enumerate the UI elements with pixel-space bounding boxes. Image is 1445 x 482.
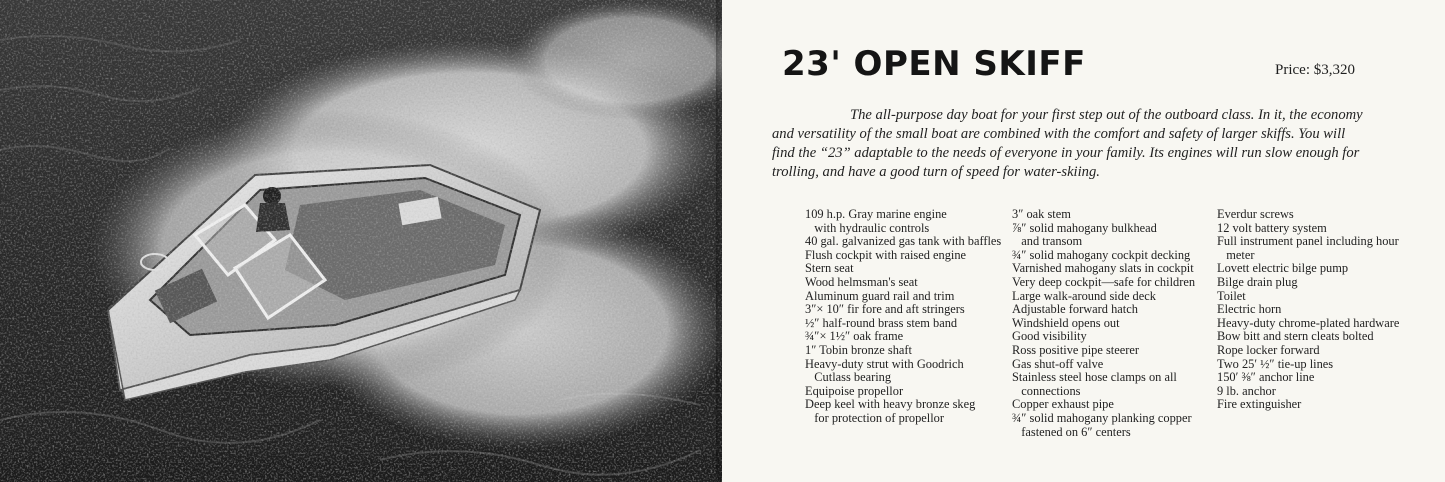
spec-item: Toilet xyxy=(1217,288,1246,303)
spec-item: Copper exhaust pipe xyxy=(1012,397,1114,412)
spec-item: Stern seat xyxy=(805,261,854,276)
spec-item: fastened on 6″ centers xyxy=(1012,424,1131,439)
spec-list xyxy=(1012,208,1195,439)
intro-paragraph: The all-purpose day boat for your first step out of the outboard class. In it, the economy and versatility of the small boat are combined with the comfort and safety of larger skiffs. You will find the “23” adaptable to the needs of everyone in your family. Its engines will run slow enough for trolling, and have a good turn of speed for water-skiing. xyxy=(772,107,1363,180)
spec-item: Full instrument panel including hour xyxy=(1217,234,1399,249)
spec-item: Aluminum guard rail and trim xyxy=(805,288,955,303)
spec-item: Two 25′ ½″ tie-up lines xyxy=(1217,356,1334,371)
spec-item: Adjustable forward hatch xyxy=(1012,302,1138,317)
spec-item: 109 h.p. Gray marine engine xyxy=(805,207,947,221)
spec-item: ½″ half-round brass stem band xyxy=(805,315,958,330)
spec-item: for protection of propellor xyxy=(805,410,945,425)
spec-item: ⅞″ solid mahogany bulkhead xyxy=(1012,220,1157,235)
spec-item: 1″ Tobin bronze shaft xyxy=(805,342,912,357)
spec-item: Large walk-around side deck xyxy=(1012,288,1156,303)
page-title: 23' OPEN SKIFF xyxy=(782,44,1086,84)
spec-item: Everdur screws xyxy=(1217,207,1294,221)
spec-item: with hydraulic controls xyxy=(805,220,930,235)
spec-item: Wood helmsman's seat xyxy=(805,274,918,289)
spec-item: Fire extinguisher xyxy=(1217,397,1302,412)
boat-photo xyxy=(0,0,722,482)
spec-list xyxy=(805,208,1001,426)
spec-item: Varnished mahogany slats in cockpit xyxy=(1012,261,1194,276)
boat-photo-illustration xyxy=(0,0,722,482)
spec-item: ¾″× 1½″ oak frame xyxy=(805,329,904,344)
spec-item: Gas shut-off valve xyxy=(1012,356,1104,371)
spec-item: 150′ ⅜″ anchor line xyxy=(1217,370,1315,385)
text-page xyxy=(722,0,1445,482)
spec-item: Ross positive pipe steerer xyxy=(1012,342,1139,357)
spec-item: Stainless steel hose clamps on all xyxy=(1012,370,1177,385)
spec-item: ¾″ solid mahogany cockpit decking xyxy=(1012,247,1191,262)
spec-item: connections xyxy=(1012,383,1081,398)
spec-item: ¾″ solid mahogany planking copper xyxy=(1012,410,1192,425)
spec-item: Lovett electric bilge pump xyxy=(1217,261,1349,276)
spec-item: Very deep cockpit—safe for children xyxy=(1012,274,1196,289)
spec-item: Heavy-duty chrome-plated hardware xyxy=(1217,315,1400,330)
spec-item: 9 lb. anchor xyxy=(1217,383,1276,398)
spec-column-2 xyxy=(1012,208,1195,439)
spec-item: Bilge drain plug xyxy=(1217,274,1298,289)
spec-item: Heavy-duty strut with Goodrich xyxy=(805,356,964,371)
spec-item: and transom xyxy=(1012,234,1083,249)
spec-column-1 xyxy=(805,208,1001,426)
spec-item: 12 volt battery system xyxy=(1217,220,1327,235)
spec-item: 3″× 10″ fir fore and aft stringers xyxy=(805,302,965,317)
spec-item: Windshield opens out xyxy=(1012,315,1120,330)
spec-item: Electric horn xyxy=(1217,302,1282,317)
spec-item: Flush cockpit with raised engine xyxy=(805,247,967,262)
spec-list xyxy=(1217,208,1399,412)
spec-item: 40 gal. galvanized gas tank with baffles xyxy=(805,234,1002,249)
spec-item: 3″ oak stem xyxy=(1012,207,1071,221)
spec-item: Rope locker forward xyxy=(1217,342,1320,357)
spec-item: Cutlass bearing xyxy=(805,370,892,385)
spec-column-3 xyxy=(1217,208,1399,412)
spec-item: Good visibility xyxy=(1012,329,1087,344)
spec-item: Bow bitt and stern cleats bolted xyxy=(1217,329,1374,344)
price-label: Price: $3,320 xyxy=(1275,62,1355,78)
spec-item: Equipoise propellor xyxy=(805,383,904,398)
spec-item: meter xyxy=(1217,247,1255,262)
spec-item: Deep keel with heavy bronze skeg xyxy=(805,397,976,412)
